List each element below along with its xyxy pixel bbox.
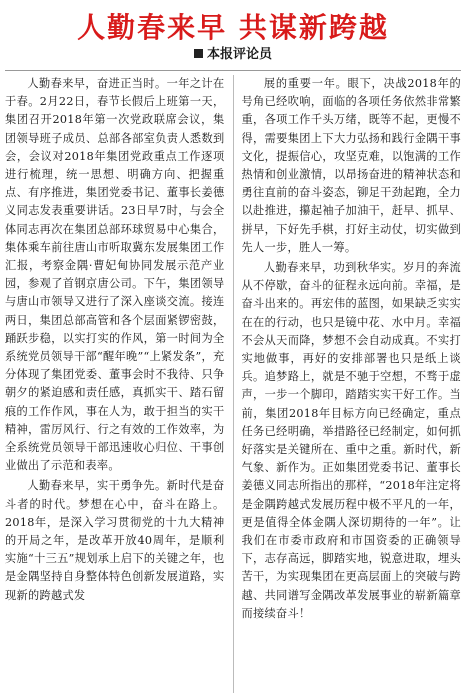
article-headline: 人勤春来早 共谋新跨越 [77, 11, 389, 44]
article-body [5, 75, 461, 693]
header-divider [5, 70, 461, 71]
paragraph: 人勤春来早，功到秋华实。岁月的奔流从不停歇，奋斗的征程永远向前。幸福，是奋斗出来的。再宏伟的蓝图，如果缺乏实实在在的行动，也只是镜中花、水中月。幸福不会从天而降，梦想不会自动成真。不实打实地做事，再好的安排部署也只是纸上谈兵。追梦路上，就是不驰于空想，不骛于虚声，一步一个脚印，踏踏实实干好工作。当前，集团2018年目标方向已经确定，重点任务已经明确，举措路径已经制定，如何抓好落实是关键所在、重中之重。新时代，新气象、新作为。正如集团党委书记、董事长姜德义同志所指出的那样，“2018年注定将是金隅跨越式发展历程中极不平凡的一年，更是值得全体金隅人深切期待的一年”。让我们在市委市政府和市国资委的正确领导下，志存高远，脚踏实地，锐意进取，埋头苦干，为实现集团在更高层面上的突破与跨越、共同谱写金隅改革发展事业的崭新篇章而接续奋斗！ [241, 261, 462, 620]
paragraph: 人勤春来早，实干勇争先。新时代是奋斗者的时代。梦想在心中，奋斗在路上。2018年，是深入学习贯彻党的十九大精神的开局之年，是改革开放40周年，是顺利实施“十三五”规划承上启下的关键之年，也是金隅坚持自身整体特色创新发展道路，实现新的跨越式发 [5, 479, 225, 602]
byline-text: 本报评论员 [206, 47, 272, 62]
article-byline [5, 46, 461, 64]
square-bullet-icon [194, 49, 203, 58]
paragraph: 人勤春来早，奋进正当时。一年之计在于春。2月22日，春节长假后上班第一天，集团召开2018年第一次党政联席会议，集团领导班子成员、总部各部室负责人悉数到会，会议对2018年集团党政重点工作逐项进行梳理，统一思想、明确方向、把握重点、有序推进，集团党委书记、董事长姜德义同志发表重要讲话。23日早7时，与会全体同志再次在集团总部环球贸易中心集合，集体乘车前往唐山市听取冀东发展集团工作汇报，考察金隅·曹妃甸协同发展示范产业园，参观了首钢京唐公司。下午，集团领导与唐山市领导又进行了深入座谈交流。接连两日，集团总部高管和各个层面紧锣密鼓，踊跃步稳，以实打实的作风，第一时间为全系统党员领导干部“醒年晚”“上紧发条”，充分体现了集团党委、董事会时不我待、只争朝夕的紧迫感和责任感，真抓实干、踏石留痕的工作作风，事在人为，敢于担当的实干精神，雷厉风行、行之有效的工作效率，为全系统党员领导干部迅速收心归位、干事创业做出了示范和表率。 [5, 77, 225, 473]
paragraph: 展的重要一年。眼下，决战2018年的号角已经吹响，面临的各项任务依然非常繁重，各项工作千头万绪，既等不起，更慢不得，需要集团上下大力弘扬和践行金隅干事文化，提振信心，攻坚克难，以饱满的工作热情和创业激情，以昂扬奋进的精神状态和勇往直前的奋斗姿态，铆足干劲起跑，全力以赴推进，攥起袖子加油干，赶早、抓早、拼早，下好先手棋，打好主动仗，切实做到先人一步，胜人一筹。 [241, 77, 462, 254]
left-column [5, 75, 225, 693]
right-column [242, 75, 462, 693]
column-divider [233, 75, 234, 693]
